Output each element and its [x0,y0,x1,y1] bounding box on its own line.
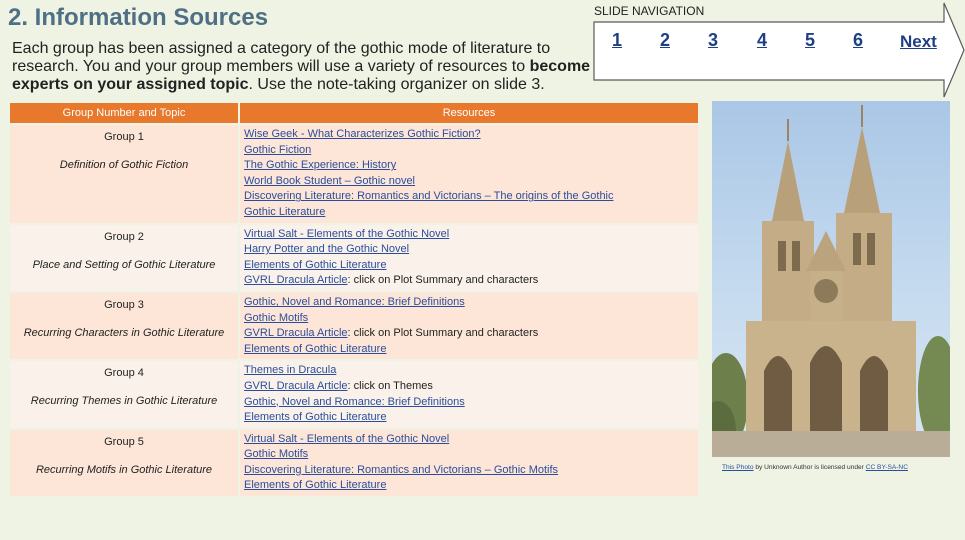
table-body [10,125,698,496]
header-group-topic: Group Number and Topic [10,103,238,123]
resource-link[interactable]: World Book Student – Gothic novel [244,174,416,187]
nav-next-button[interactable]: Next [900,32,937,51]
resource-link[interactable]: Discovering Literature: Romantics and Victorians – The origins of the Gothic [244,190,614,203]
photo-credit [722,463,947,472]
table-row [10,361,698,427]
resource-item [244,174,694,190]
resources-cell [240,125,698,223]
resources-cell [240,225,698,291]
resource-link[interactable]: Elements of Gothic Literature [244,342,387,355]
resource-link[interactable]: GVRL Dracula Article [244,379,348,392]
group-topic: Place and Setting of Gothic Literature [32,258,216,271]
group-topic: Recurring Themes in Gothic Literature [30,395,218,408]
resource-link[interactable]: Elements of Gothic Literature [244,479,387,492]
table-row [10,430,698,496]
resource-link[interactable]: Gothic Literature [244,205,326,218]
resource-item [244,379,694,395]
group-cell [10,361,238,427]
resource-item [244,432,694,448]
resource-link[interactable]: Gothic Fiction [244,143,312,156]
table-header-row [10,103,698,123]
group-number: Group 1 [104,131,144,143]
nav-link-slide-4[interactable]: 4 [757,30,768,50]
resource-item [244,227,694,243]
resource-item [244,363,694,379]
group-number: Group 2 [104,230,144,243]
photo-credit-text: by Unknown Author is licensed under [753,464,866,471]
resource-link[interactable]: Elements of Gothic Literature [244,411,387,424]
resource-link[interactable]: Gothic, Novel and Romance: Brief Definitions [244,395,465,408]
resources-cell [240,361,698,427]
photo-license-link[interactable]: CC BY-SA-NC [865,464,908,471]
resource-link[interactable]: GVRL Dracula Article [244,274,348,287]
resource-link[interactable]: GVRL Dracula Article [244,327,348,340]
nav-link-slide-5[interactable]: 5 [805,30,816,50]
resource-link[interactable]: Wise Geek - What Characterizes Gothic Fiction? [244,128,481,140]
nav-heading: SLIDE NAVIGATION [594,4,705,18]
group-cell [10,125,238,223]
resource-link[interactable]: Gothic, Novel and Romance: Brief Definitions [244,295,465,308]
resource-item [244,342,694,358]
resource-link[interactable]: Themes in Dracula [244,364,337,377]
resource-item [244,447,694,463]
resource-note: : click on Themes [347,379,433,392]
resources-table [8,101,700,498]
table-row [10,225,698,291]
group-topic: Definition of Gothic Fiction [59,159,189,171]
photo-credit-link[interactable]: This Photo [722,464,754,471]
resource-item [244,158,694,174]
slide-title: 2. Information Sources [8,4,269,31]
nav-link-slide-1[interactable]: 1 [612,30,623,50]
group-cell [10,293,238,359]
resource-item [244,127,694,143]
resource-note: : click on Plot Summary and characters [347,327,539,340]
resource-link[interactable]: Virtual Salt - Elements of the Gothic Novel [244,227,450,240]
intro-text-bold: become experts on your assigned topic [12,58,591,93]
table-row [10,125,698,223]
resource-link[interactable]: Elements of Gothic Literature [244,258,387,271]
resource-item [244,326,694,342]
resource-item [244,410,694,426]
resources-cell [240,293,698,359]
resource-item [244,311,694,327]
resource-item [244,242,694,258]
nav-link-slide-6[interactable]: 6 [853,30,864,50]
resource-item [244,258,694,274]
resource-link[interactable]: Virtual Salt - Elements of the Gothic Novel [244,432,450,445]
resource-item [244,295,694,311]
resource-link[interactable]: Discovering Literature: Romantics and Victorians – Gothic Motifs [244,463,559,476]
resource-item [244,189,694,205]
nav-link-slide-2[interactable]: 2 [660,30,671,50]
group-number: Group 4 [104,367,144,380]
resources-cell [240,430,698,496]
group-cell [10,430,238,496]
group-cell [10,225,238,291]
cathedral-illustration [712,101,950,457]
cathedral-photo [712,101,950,457]
intro-text-part1: Each group has been assigned a category of the gothic mode of literature to research. You and your group members will use a variety of resources to [12,40,551,75]
resource-item [244,143,694,159]
group-topic: Recurring Motifs in Gothic Literature [35,463,213,476]
resource-item [244,273,694,289]
resource-item [244,395,694,411]
group-number: Group 3 [104,298,144,311]
resource-link[interactable]: Gothic Motifs [244,311,309,324]
resource-item [244,463,694,479]
resource-item [244,205,694,221]
table-row [10,293,698,359]
resource-item [244,478,694,494]
intro-text-part2: . Use the note-taking organizer on slide 3. [248,76,545,93]
nav-link-slide-3[interactable]: 3 [708,30,719,50]
resource-note: : click on Plot Summary and characters [347,274,539,287]
group-topic: Recurring Characters in Gothic Literature [23,326,225,339]
group-number: Group 5 [104,435,144,448]
header-resources: Resources [240,103,698,123]
intro-text [12,40,592,98]
resource-link[interactable]: Harry Potter and the Gothic Novel [244,243,410,256]
resource-link[interactable]: Gothic Motifs [244,448,309,461]
resource-link[interactable]: The Gothic Experience: History [244,159,397,172]
